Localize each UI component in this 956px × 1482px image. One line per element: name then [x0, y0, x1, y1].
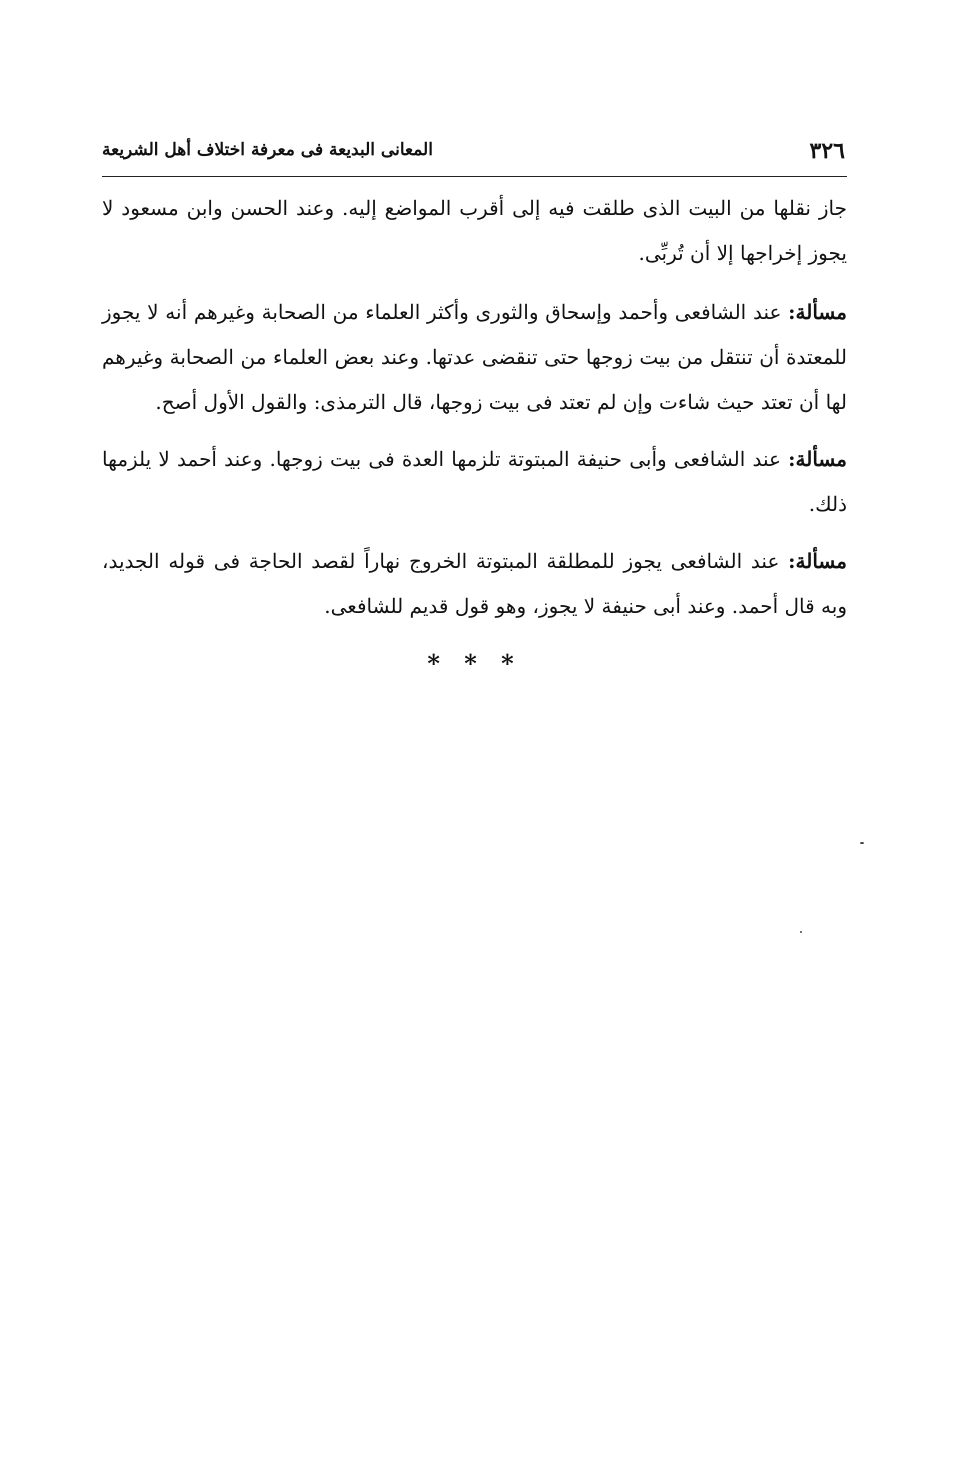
paragraph-masala-2 — [102, 437, 847, 527]
paragraph-text: عند الشافعى وأحمد وإسحاق والثورى وأكثر العلماء من الصحابة وغيرهم أنه لا يجوز للمعتدة أن تنتقل من بيت زوجها حتى تنقضى عدتها. وعند بعض العلماء من الصحابة وغيرهم لها أن تعتد حيث شاءت وإن لم تعتد فى بيت زوجها، قال الترمذى: والقول الأول أصح. — [102, 300, 847, 414]
section-separator: * * * — [427, 649, 522, 678]
paragraph-continuation — [102, 186, 847, 276]
page-number: ٣٢٦ — [809, 138, 845, 164]
header-rule — [102, 176, 847, 177]
scan-speck — [860, 842, 864, 844]
paragraph-masala-1 — [102, 290, 847, 425]
page-header — [102, 134, 847, 170]
body-text — [102, 186, 847, 686]
paragraph-text: جاز نقلها من البيت الذى طلقت فيه إلى أقرب المواضع إليه. وعند الحسن وابن مسعود لا يجوز إخراجها إلا أن تُربِّى. — [102, 196, 847, 265]
masala-label: مسألة: — [788, 300, 847, 324]
masala-label: مسألة: — [788, 447, 847, 471]
paragraph-masala-3 — [102, 539, 847, 629]
paragraph-text: عند الشافعى يجوز للمطلقة المبتوتة الخروج نهاراً لقصد الحاجة فى قوله الجديد، وبه قال أحمد. وعند أبى حنيفة لا يجوز، وهو قول قديم للشافعى. — [102, 549, 847, 618]
running-title: المعانى البديعة فى معرفة اختلاف أهل الشريعة — [102, 140, 433, 160]
paragraph-text: عند الشافعى وأبى حنيفة المبتوتة تلزمها العدة فى بيت زوجها. وعند أحمد لا يلزمها ذلك. — [102, 447, 847, 516]
scan-speck — [800, 931, 802, 933]
masala-label: مسألة: — [788, 549, 847, 573]
